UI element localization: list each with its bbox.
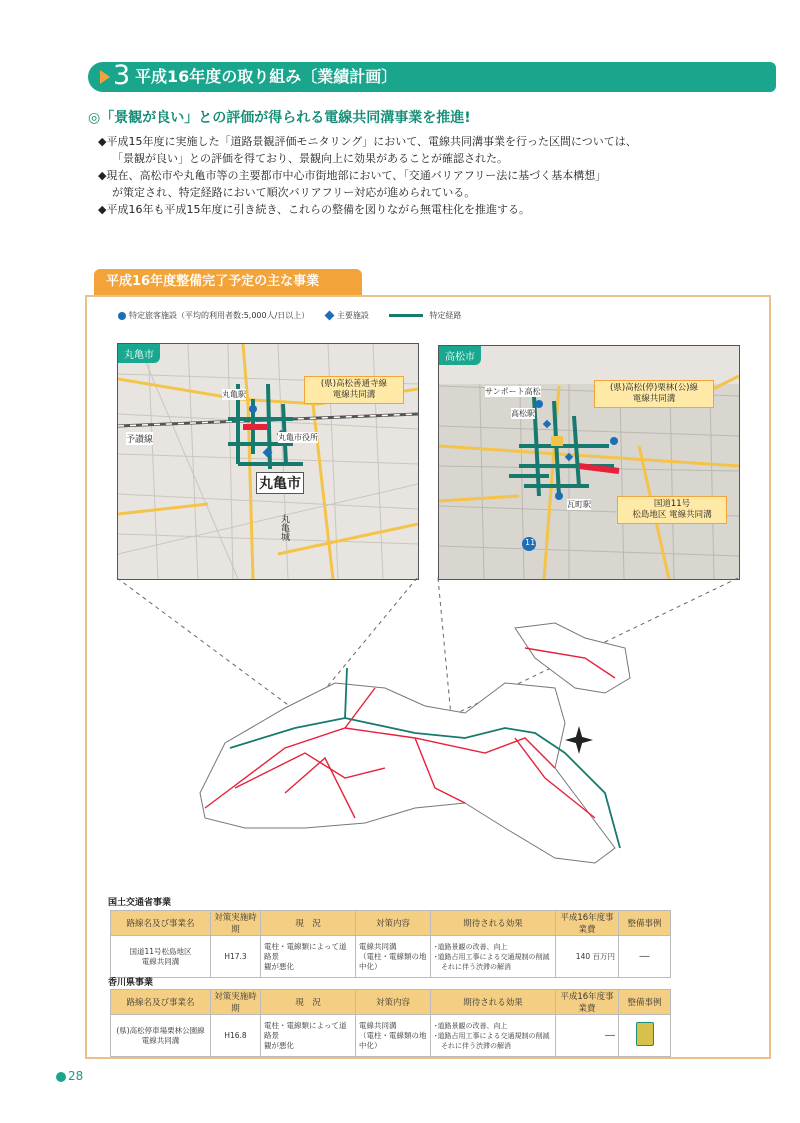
legend-route: 特定経路 [429, 311, 462, 320]
page-number [56, 1069, 83, 1083]
arrow-icon [100, 70, 110, 84]
map-label: 丸亀市 [256, 472, 304, 494]
column-header: 現 況 [261, 911, 356, 936]
cell-text: それに伴う渋滞の解消 [434, 1041, 511, 1050]
bullet-line: ◆現在、高松市や丸亀市等の主要都市中心市街地部において、「交通バリアフリー法に基づく基本構想」 [98, 169, 607, 182]
column-header: 整備事例 [619, 911, 671, 936]
takamatsu-callout-1 [594, 380, 714, 408]
map-label: 丸亀市役所 [278, 433, 318, 442]
double-circle-icon: ◎ [88, 110, 101, 126]
marugame-callout [304, 376, 404, 404]
takamatsu-tag: 高松市 [439, 346, 481, 365]
bullet-line: ◆平成15年度に実施した「道路景観評価モニタリング」において、電線共同溝事業を行った区間については、 [98, 135, 637, 148]
cell-cost: 140 百万円 [556, 936, 619, 978]
cell-text: ･道路占用工事による交通規制の削減 [434, 952, 550, 961]
compass-icon [565, 726, 593, 754]
table-caption: 国土交通省事業 [108, 898, 172, 908]
cell-text: 電線共同溝 [359, 1020, 397, 1030]
callout-line: (県)高松(停)栗林(公)線 [610, 383, 698, 393]
cell-text: 観が悪化 [264, 1040, 294, 1050]
legend [118, 310, 461, 322]
cell-cost: ― [556, 1015, 619, 1057]
legend-main: 主要施設 [336, 311, 369, 320]
column-header: 対策内容 [356, 911, 431, 936]
bullet-line: が策定され、特定経路において順次バリアフリー対応が進められている。 [112, 186, 476, 199]
column-header: 対策実施時期 [211, 911, 261, 936]
map-label: 高松駅 [511, 409, 535, 418]
cell-measure [356, 1015, 431, 1057]
cell-text: ･道路景観の改善、向上 [434, 1021, 508, 1030]
section-number: 3 [113, 60, 131, 91]
cell-text: 電柱・電線類によって道路景 [264, 941, 347, 961]
table-caption: 香川県事業 [108, 978, 154, 988]
cell-text: 電柱・電線類によって道路景 [264, 1020, 347, 1040]
table-row [111, 936, 671, 978]
column-header: 平成16年度事業費 [556, 911, 619, 936]
cell-example: ― [619, 936, 671, 978]
cell-period: H17.3 [211, 936, 261, 978]
takamatsu-callout-2 [617, 496, 727, 524]
column-header: 路線名及び事業名 [111, 911, 211, 936]
cell-name [111, 1015, 211, 1057]
callout-line: 国道11号 [653, 499, 691, 509]
bullet-line: ◆平成16年も平成15年度に引き続き、これらの整備を図りながら無電柱化を推進する。 [98, 203, 531, 216]
example-photo-icon [636, 1022, 654, 1046]
cell-text: ･道路景観の改善、向上 [434, 942, 508, 951]
cell-text: （電柱・電線類の地中化） [359, 1030, 427, 1050]
map-label: サンポート高松 [485, 387, 541, 396]
route-11-badge: 11 [525, 538, 536, 547]
cell-effect [431, 936, 556, 978]
column-header: 対策実施時期 [211, 990, 261, 1015]
cell-text: 観が悪化 [264, 961, 294, 971]
cell-status [261, 1015, 356, 1057]
column-header: 現 況 [261, 990, 356, 1015]
column-header: 路線名及び事業名 [111, 990, 211, 1015]
page-number-text: 28 [68, 1069, 84, 1083]
map-label: 瓦町駅 [567, 500, 591, 509]
cell-text: 国道11号松島地区 [129, 946, 192, 956]
callout-line: 電線共同溝 [632, 394, 676, 404]
column-header: 期待される効果 [431, 990, 556, 1015]
cell-text: ･道路占用工事による交通規制の削減 [434, 1031, 550, 1040]
kagawa-table [110, 989, 671, 1057]
cell-status [261, 936, 356, 978]
section-title: 平成16年度の取り組み〔業績計画〕 [135, 67, 398, 86]
callout-line: (県)高松善通寺線 [320, 379, 388, 389]
column-header: 平成16年度事業費 [556, 990, 619, 1015]
route-line-icon [389, 314, 423, 317]
cell-example [619, 1015, 671, 1057]
legend-specific: 特定旅客施設（平均的利用者数:5,000人/日以上） [129, 311, 310, 320]
specific-facility-icon [118, 312, 126, 320]
takamatsu-map [438, 345, 740, 580]
bullet-list [98, 133, 718, 218]
table-row [111, 1015, 671, 1057]
page-dot-icon [56, 1072, 66, 1082]
cell-text: それに伴う渋滞の解消 [434, 962, 511, 971]
map-label: 丸亀城 [279, 514, 289, 541]
box-title: 平成16年度整備完了予定の主な事業 [94, 269, 362, 295]
main-facility-icon [324, 311, 334, 321]
cell-effect [431, 1015, 556, 1057]
cell-text: 電線共同溝 [141, 1035, 180, 1045]
cell-name [111, 936, 211, 978]
cell-measure [356, 936, 431, 978]
cell-text: (県)高松停車場栗林公園線 [116, 1025, 205, 1035]
column-header: 整備事例 [619, 990, 671, 1015]
table-header-row [111, 990, 671, 1015]
bullet-line: 「景観が良い」との評価を得ており、景観向上に効果があることが確認された。 [112, 152, 508, 165]
mlit-table [110, 910, 671, 978]
kagawa-route-map [85, 578, 771, 888]
cell-text: 電線共同溝 [141, 956, 180, 966]
subheading-text: 「景観が良い」との評価が得られる電線共同溝事業を推進! [100, 110, 471, 126]
marugame-tag: 丸亀市 [118, 344, 160, 363]
column-header: 期待される効果 [431, 911, 556, 936]
cell-text: 電線共同溝 [359, 941, 397, 951]
callout-line: 電線共同溝 [332, 390, 376, 400]
marugame-map [117, 343, 419, 580]
column-header: 対策内容 [356, 990, 431, 1015]
callout-line: 松島地区 電線共同溝 [632, 510, 712, 520]
subheading [88, 108, 471, 128]
cell-period: H16.8 [211, 1015, 261, 1057]
cell-text: （電柱・電線類の地中化） [359, 951, 427, 971]
map-label: 丸亀駅 [222, 390, 246, 399]
map-label: 予讃線 [126, 432, 153, 445]
table-header-row [111, 911, 671, 936]
